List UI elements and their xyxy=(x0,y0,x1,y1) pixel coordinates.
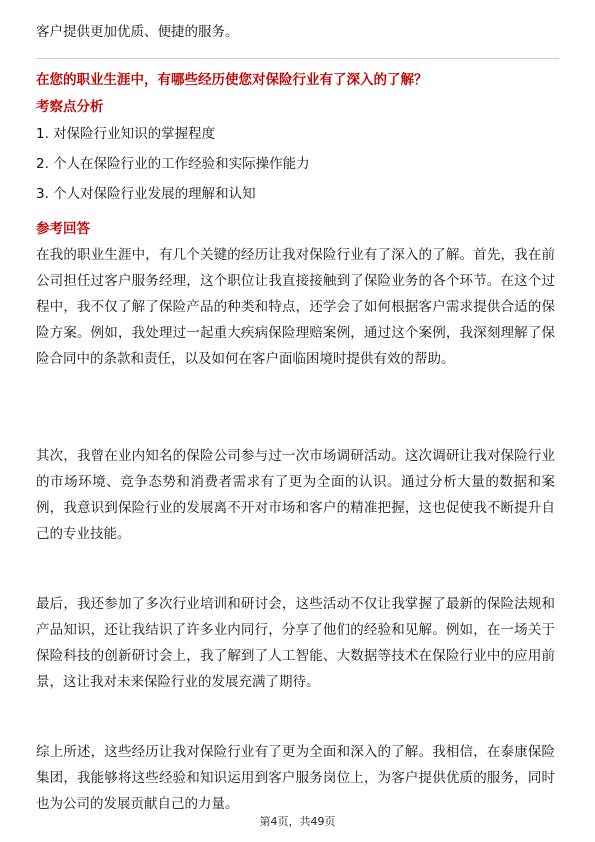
continued-text: 客户提供更加优质、便捷的服务。 xyxy=(36,24,239,40)
analysis-item: 1. 对保险行业知识的掌握程度 xyxy=(36,126,216,142)
answer-heading: 参考回答 xyxy=(36,221,90,237)
page-number: 第4页，共49页 xyxy=(259,815,336,828)
interview-question: 在您的职业生涯中，有哪些经历使您对保险行业有了深入的了解？ xyxy=(36,72,428,88)
analysis-item: 2. 个人在保险行业的工作经验和实际操作能力 xyxy=(36,156,310,172)
answer-paragraph: 综上所述，这些经历让我对保险行业有了更为全面和深入的了解。我相信，在泰康保险集团，我能够将这些经验和知识运用到客户服务岗位上，为客户提供优质的服务，同时也为公司的发展贡献自己的力量。 xyxy=(36,744,555,812)
answer-paragraph: 其次，我曾在业内知名的保险公司参与过一次市场调研活动。这次调研让我对保险行业的市场环境、竞争态势和消费者需求有了更为全面的认识。通过分析大量的数据和案例，我意识到保险行业的发展离不开对市场和客户的精准把握，这也促使我不断提升自己的专业技能。 xyxy=(36,448,555,542)
analysis-item: 3. 个人对保险行业发展的理解和认知 xyxy=(36,186,256,202)
answer-paragraph: 在我的职业生涯中，有几个关键的经历让我对保险行业有了深入的了解。首先，我在前公司担任过客户服务经理，这个职位让我直接接触到了保险业务的各个环节。在这个过程中，我不仅了解了保险产品的种类和特点，还学会了如何根据客户需求提供合适的保险方案。例如，我处理过一起重大疾病保险理赔案例，通过这个案例，我深刻理解了保险合同中的条款和责任，以及如何在客户面临困境时提供有效的帮助。 xyxy=(36,247,555,367)
analysis-heading: 考察点分析 xyxy=(36,99,104,115)
section-divider xyxy=(36,58,559,59)
answer-paragraph: 最后，我还参加了多次行业培训和研讨会，这些活动不仅让我掌握了最新的保险法规和产品知识，还让我结识了许多业内同行，分享了他们的经验和见解。例如，在一场关于保险科技的创新研讨会上，我了解到了人工智能、大数据等技术在保险行业中的应用前景，这让我对未来保险行业的发展充满了期待。 xyxy=(36,596,555,690)
